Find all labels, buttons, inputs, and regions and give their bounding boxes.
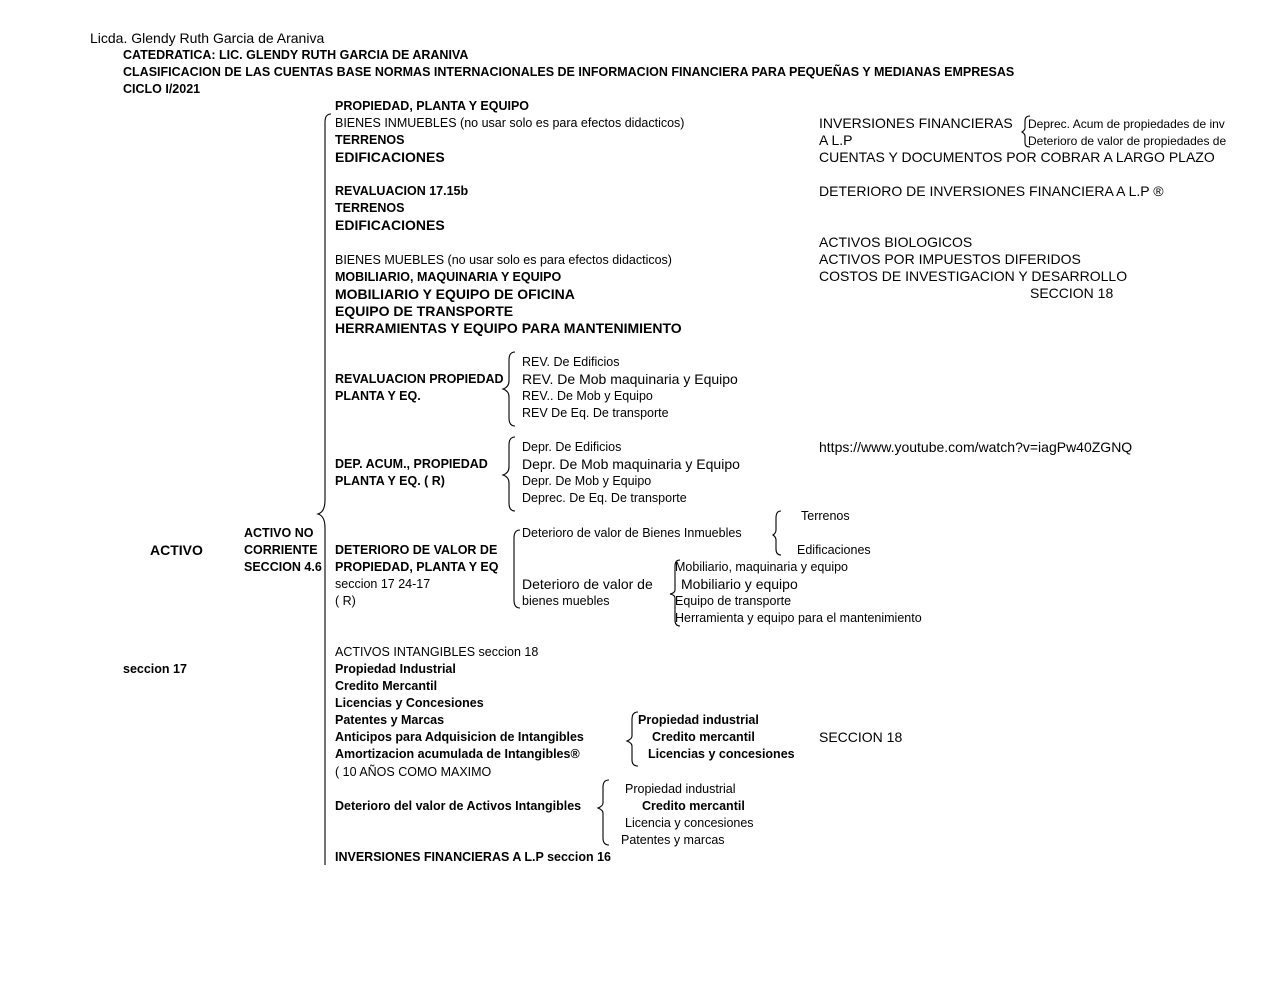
intangible-max: ( 10 AÑOS COMO MAXIMO [335, 765, 492, 779]
intangible-item: Amortizacion acumulada de Intangibles® [335, 747, 580, 761]
mueble-item: Mobiliario, maquinaria y equipo [675, 560, 849, 574]
mobiliario-maquinaria: MOBILIARIO, MAQUINARIA Y EQUIPO [335, 270, 562, 284]
ppe-title: PROPIEDAD, PLANTA Y EQUIPO [335, 99, 530, 113]
edificaciones-reval: EDIFICACIONES [335, 217, 445, 233]
seccion46-label: SECCION 4.6 [244, 560, 322, 574]
reval-item: REV.. De Mob y Equipo [522, 389, 653, 403]
inversiones-financieras: INVERSIONES FINANCIERAS [819, 115, 1013, 131]
reval-item: REV. De Mob maquinaria y Equipo [522, 371, 738, 387]
det-intangible-item: Patentes y marcas [621, 833, 725, 847]
deterioro-inmuebles: Deterioro de valor de Bienes Inmuebles [522, 526, 742, 540]
mueble-item: Mobiliario y equipo [681, 576, 798, 592]
activos-biologicos: ACTIVOS BIOLOGICOS [819, 234, 973, 250]
costos-investigacion: COSTOS DE INVESTIGACION Y DESARROLLO [819, 268, 1128, 284]
reval-label-1: REVALUACION PROPIEDAD [335, 372, 504, 386]
dep-item: Depr. De Mob maquinaria y Equipo [522, 456, 740, 472]
amort-item: Credito mercantil [652, 730, 755, 744]
intangibles-title: ACTIVOS INTANGIBLES seccion 18 [335, 645, 539, 659]
mueble-item: Herramienta y equipo para el mantenimiento [675, 611, 922, 625]
herramientas: HERRAMIENTAS Y EQUIPO PARA MANTENIMIENTO [335, 320, 682, 336]
dep-label-2: PLANTA Y EQ. ( R) [335, 474, 445, 488]
deterioro-bracket [514, 530, 520, 608]
youtube-link[interactable]: https://www.youtube.com/watch?v=iagPw40ZGNQ [819, 439, 1133, 455]
amort-item: Licencias y concesiones [648, 747, 795, 761]
terrenos-bracket [773, 511, 781, 555]
activo-label: ACTIVO [150, 542, 203, 558]
intangible-item: Credito Mercantil [335, 679, 438, 693]
inversiones-alp: A L.P [819, 132, 853, 148]
reval-bracket [503, 352, 515, 426]
equipo-transporte: EQUIPO DE TRANSPORTE [335, 303, 514, 319]
edificaciones: EDIFICACIONES [335, 149, 445, 165]
deterioro-muebles-2: bienes muebles [522, 594, 610, 608]
deterioro-label-1: DETERIORO DE VALOR DE [335, 543, 498, 557]
dep-label-1: DEP. ACUM., PROPIEDAD [335, 457, 488, 471]
deterioro-terrenos: Terrenos [801, 509, 850, 523]
teacher-line: CATEDRATICA: LIC. GLENDY RUTH GARCIA DE ARANIVA [123, 48, 469, 62]
det-intangible-item: Licencia y concesiones [625, 816, 754, 830]
revaluacion-title: REVALUACION 17.15b [335, 184, 469, 198]
amort-bracket [627, 712, 638, 766]
reval-item: REV. De Edificios [522, 355, 620, 369]
inv-item: Deterioro de valor de propiedades de [1028, 134, 1227, 148]
right-seccion18: SECCION 18 [1030, 285, 1114, 301]
dep-bracket [503, 437, 515, 511]
activo-no-label: ACTIVO NO [244, 526, 314, 540]
impuestos-diferidos: ACTIVOS POR IMPUESTOS DIFERIDOS [819, 251, 1081, 267]
deterioro-label-2: PROPIEDAD, PLANTA Y EQ [335, 560, 499, 574]
bienes-inmuebles: BIENES INMUEBLES (no usar solo es para efectos didacticos) [335, 116, 685, 130]
intangibles-seccion18: SECCION 18 [819, 729, 903, 745]
deterioro-label-4: ( R) [335, 594, 356, 608]
mobiliario-oficina: MOBILIARIO Y EQUIPO DE OFICINA [335, 286, 575, 302]
inv-item: Deprec. Acum de propiedades de inv [1028, 117, 1225, 131]
cuentas-cobrar-lp: CUENTAS Y DOCUMENTOS POR COBRAR A LARGO PLAZO [819, 149, 1215, 165]
bienes-muebles: BIENES MUEBLES (no usar solo es para efectos didacticos) [335, 253, 672, 267]
intangible-item: Licencias y Concesiones [335, 696, 484, 710]
terrenos: TERRENOS [335, 133, 405, 147]
classification-title: CLASIFICACION DE LAS CUENTAS BASE NORMAS INTERNACIONALES DE INFORMACION FINANCIERA PARA PEQUEÑAS Y MEDIANAS EMPRESAS [123, 65, 1015, 79]
dep-item: Depr. De Mob y Equipo [522, 474, 652, 488]
deterioro-edificaciones: Edificaciones [797, 543, 871, 557]
det-intangibles-bracket [598, 780, 609, 845]
seccion17-label: seccion 17 [123, 662, 187, 676]
inversiones-lp: INVERSIONES FINANCIERAS A L.P seccion 16 [335, 850, 611, 864]
main-bracket [318, 114, 331, 865]
deterioro-inversiones: DETERIORO DE INVERSIONES FINANCIERA A L.P ® [819, 183, 1164, 199]
mueble-item: Equipo de transporte [675, 594, 792, 608]
dep-item: Deprec. De Eq. De transporte [522, 491, 687, 505]
deterioro-intangibles: Deterioro del valor de Activos Intangibles [335, 799, 582, 813]
reval-item: REV De Eq. De transporte [522, 406, 669, 420]
intangible-item: Propiedad Industrial [335, 662, 456, 676]
amort-item: Propiedad industrial [638, 713, 759, 727]
terrenos-reval: TERRENOS [335, 201, 405, 215]
author-name: Licda. Glendy Ruth Garcia de Araniva [90, 30, 325, 46]
deterioro-label-3: seccion 17 24-17 [335, 577, 431, 591]
cycle-label: CICLO I/2021 [123, 82, 201, 96]
det-intangible-item: Propiedad industrial [625, 782, 736, 796]
deterioro-muebles-1: Deterioro de valor de [522, 576, 653, 592]
intangible-item: Anticipos para Adquisicion de Intangibles [335, 730, 584, 744]
reval-label-2: PLANTA Y EQ. [335, 389, 421, 403]
intangible-item: Patentes y Marcas [335, 713, 445, 727]
det-intangible-item: Credito mercantil [642, 799, 745, 813]
corriente-label: CORRIENTE [244, 543, 318, 557]
dep-item: Depr. De Edificios [522, 440, 622, 454]
